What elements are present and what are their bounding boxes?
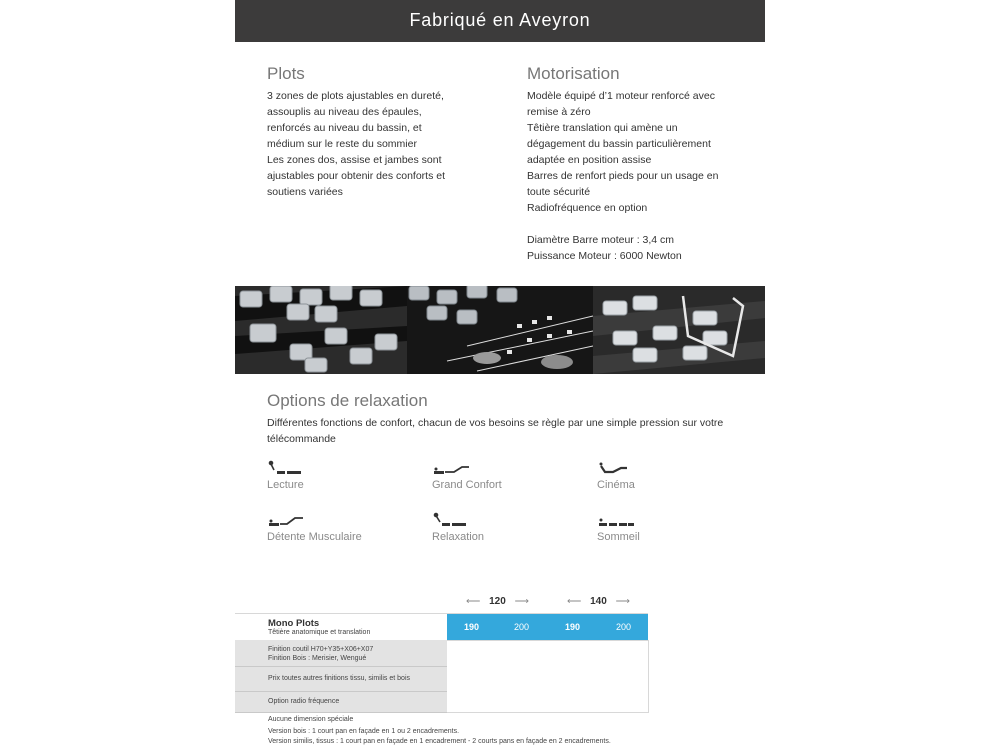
header-bar (235, 0, 765, 42)
motor-diameter-spec: Diamètre Barre moteur : 3,4 cm (527, 234, 675, 246)
table-row-autres-finitions (235, 667, 447, 692)
plots-title: Plots (267, 64, 305, 83)
table-row-option-radio (235, 692, 447, 713)
option-label: Grand Confort (432, 479, 502, 491)
table-notes (268, 715, 611, 747)
relaxation-position-icon (432, 512, 552, 528)
option-relaxation (432, 512, 552, 543)
row-text: Finition Bois : Merisier, Wengué (268, 655, 367, 662)
lecture-position-icon (267, 460, 387, 476)
motorisation-line: adaptée en position assise (527, 154, 652, 166)
motor-power-spec: Puissance Moteur : 6000 Newton (527, 250, 682, 262)
model-title: Mono Plots (268, 618, 320, 629)
plots-line: Les zones dos, assise et jambes sont (267, 154, 442, 166)
relaxation-title: Options de relaxation (267, 391, 428, 410)
relaxation-description (267, 415, 723, 447)
arrow-left-icon: ⟵ (567, 596, 582, 607)
model-row (235, 613, 648, 641)
relaxation-line: télécommande (267, 433, 336, 445)
motorisation-line: remise à zéro (527, 106, 591, 118)
motorisation-line: Têtière translation qui amène un (527, 122, 678, 134)
option-label: Détente Musculaire (267, 531, 362, 543)
motorisation-description (527, 88, 718, 264)
foot-bar-photo (593, 286, 765, 374)
arrow-right-icon: ⟶ (615, 596, 630, 607)
model-subtitle: Têtière anatomique et translation (268, 629, 371, 636)
arrow-right-icon: ⟶ (514, 596, 529, 607)
length-cell: 200 (514, 622, 530, 632)
motorisation-line: Modèle équipé d’1 moteur renforcé avec (527, 90, 715, 102)
option-cinema (597, 460, 717, 491)
product-photo-strip (235, 286, 765, 374)
note-line: Version bois : 1 court pan en façade en 1 ou 2 encadrements. (268, 728, 460, 735)
motorisation-line: toute sécurité (527, 186, 591, 198)
plots-line: 3 zones de plots ajustables en dureté, (267, 90, 444, 102)
option-grand-confort (432, 460, 552, 491)
motorisation-line: dégagement du bassin particulièrement (527, 138, 711, 150)
option-label: Cinéma (597, 479, 635, 491)
length-cell: 190 (464, 622, 480, 632)
motorisation-line: Radiofréquence en option (527, 202, 648, 214)
option-label: Sommeil (597, 531, 640, 543)
motorisation-title: Motorisation (527, 64, 620, 83)
note-line: Aucune dimension spéciale (268, 716, 354, 723)
option-sommeil (597, 512, 717, 543)
row-text: Prix toutes autres finitions tissu, similis et bois (268, 675, 410, 682)
width-header-140: ⟵ 140 ⟶ (567, 596, 630, 607)
relaxation-line: Différentes fonctions de confort, chacun de vos besoins se règle par une simple pression sur votre (267, 417, 724, 429)
note-line: Version similis, tissus : 1 court pan en façade en 1 encadrement - 2 courts pans en façade en 2 encadrements. (268, 738, 611, 745)
option-detente-musculaire (267, 512, 387, 543)
motorisation-line: Barres de renfort pieds pour un usage en (527, 170, 719, 182)
row-text: Finition coutil H70+Y35+X06+X07 (268, 646, 374, 653)
grand-confort-position-icon (432, 460, 552, 476)
plots-line: soutiens variées (267, 186, 343, 198)
option-lecture (267, 460, 387, 491)
plots-line: médium sur le reste du sommier (267, 138, 417, 150)
row-text: Option radio fréquence (268, 698, 340, 705)
plots-line: renforcés au niveau du bassin, et (267, 122, 422, 134)
cinema-position-icon (597, 460, 717, 476)
sommeil-position-icon (597, 512, 717, 528)
plots-line: assouplis au niveau des épaules, (267, 106, 422, 118)
plots-description (267, 88, 445, 200)
header-title: Fabriqué en Aveyron (409, 10, 591, 30)
arrow-left-icon: ⟵ (466, 596, 481, 607)
plots-closeup-photo (235, 286, 407, 374)
table-row-finition (235, 640, 447, 667)
plots-line: ajustables pour obtenir des conforts et (267, 170, 446, 182)
price-cells-area (447, 640, 649, 713)
width-header-120: ⟵ 120 ⟶ (466, 596, 529, 607)
length-cell: 190 (565, 622, 581, 632)
option-label: Relaxation (432, 531, 484, 543)
option-label: Lecture (267, 479, 304, 491)
detente-musculaire-position-icon (267, 512, 387, 528)
length-cell: 200 (616, 622, 632, 632)
length-header-cells (447, 614, 648, 640)
frame-detail-photo (407, 286, 593, 374)
